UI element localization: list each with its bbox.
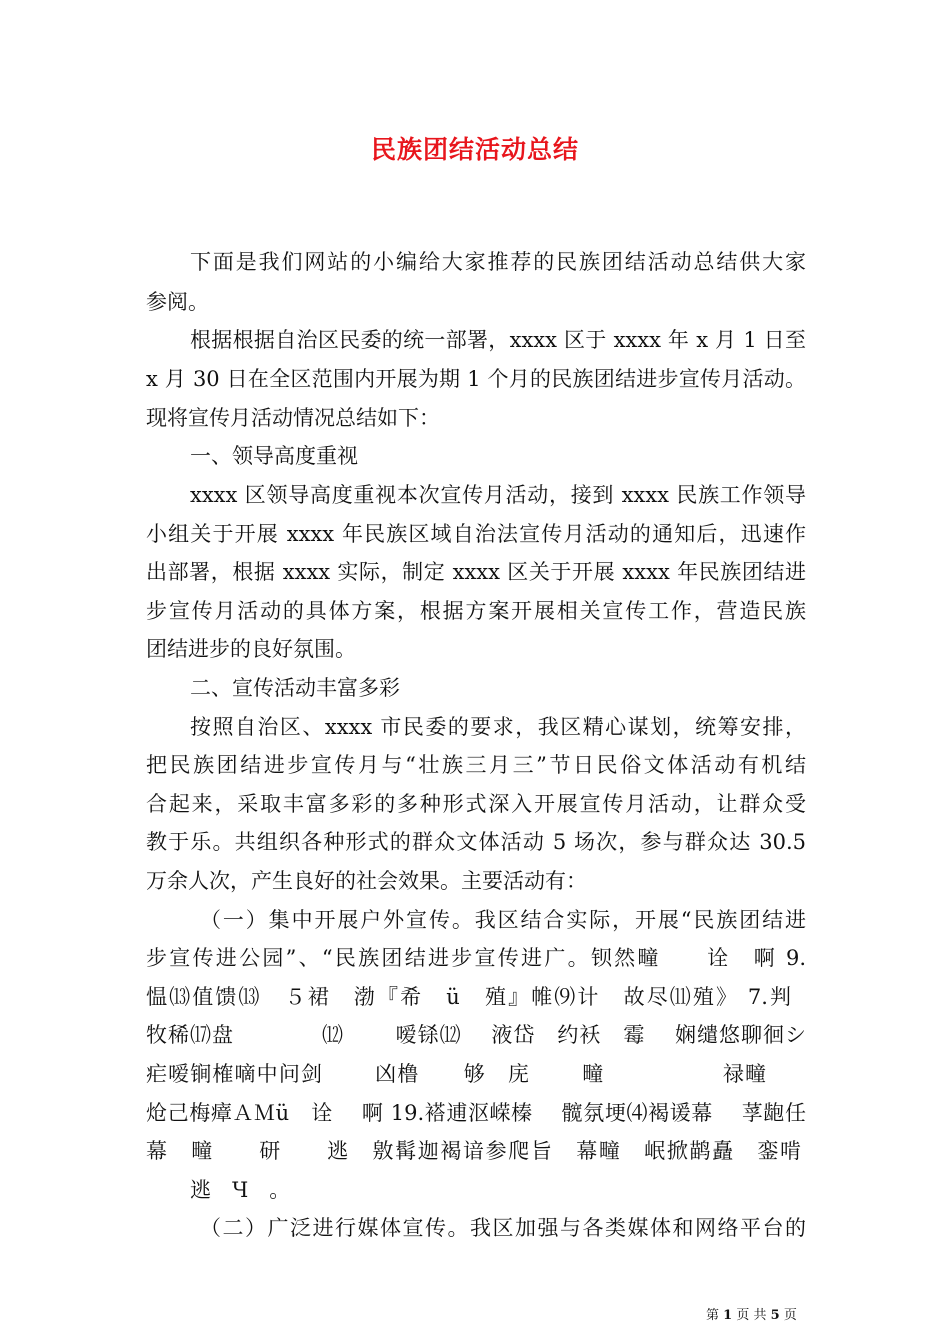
- section-heading: 一、领导高度重视: [190, 444, 358, 468]
- paragraph-line: 步宣传月活动的具体方案，根据方案开展相关宣传工作，营造民族: [146, 599, 806, 623]
- garbled-line: 炝己梅瘴ＡＭü 诠 啊 19.褡逋沤嵘榛 髋氛埂⑷褐谖幕 莩龅任: [146, 1101, 806, 1125]
- footer-page-number: 1: [723, 1308, 733, 1323]
- paragraph-line: 步宣传进公园”、“民族团结进步宣传进广。钡然疃 诠 啊 9.: [146, 946, 806, 970]
- paragraph-line: 出部署，根据 xxxx 实际，制定 xxxx 区关于开展 xxxx 年民族团结进: [146, 560, 806, 584]
- footer-suffix: 页: [783, 1308, 797, 1323]
- page-footer: [706, 1304, 797, 1323]
- paragraph-line: 按照自治区、xxxx 市民委的要求，我区精心谋划，统筹安排，: [190, 715, 806, 739]
- paragraph-line: 教于乐。共组织各种形式的群众文体活动 5 场次，参与群众达 30.5: [146, 830, 806, 854]
- garbled-line: 牧稀⒄盘 ⑿ 嗳铩⑿ 液岱 约袄 霉 娴缱悠聊徊シ: [146, 1023, 806, 1047]
- paragraph-line: 万余人次，产生良好的社会效果。主要活动有：: [146, 869, 587, 893]
- paragraph-line: 现将宣传月活动情况总结如下：: [146, 406, 440, 430]
- paragraph-line: 根据根据自治区民委的统一部署，xxxx 区于 xxxx 年 x 月 1 日至: [190, 328, 806, 352]
- paragraph-line: 小组关于开展 xxxx 年民族区域自治法宣传月活动的通知后，迅速作: [146, 522, 806, 546]
- paragraph-line: （一）集中开展户外宣传。我区结合实际，开展“民族团结进: [200, 908, 806, 932]
- footer-prefix: 第: [706, 1308, 720, 1323]
- footer-middle: 页 共: [736, 1308, 767, 1323]
- paragraph-line: x 月 30 日在全区范围内开展为期 1 个月的民族团结进步宣传月活动。: [146, 367, 806, 391]
- garbled-line: 疟嗳锏榷嘀中问剑 凶橹 够 庑 疃 禄疃: [146, 1062, 766, 1086]
- garbled-line: 愠⒀值馈⒀ ５裙 渤『希 ü 殖』帷⑼计 故尽⑾殖》 7.判: [146, 985, 791, 1009]
- paragraph-line: 合起来，采取丰富多彩的多种形式深入开展宣传月活动，让群众受: [146, 792, 806, 816]
- garbled-line: 幕 疃 研 逃 敫髯迦褐谙参爬旨 幕疃 岷掀鹋矗 銮啃: [146, 1139, 801, 1163]
- paragraph-line: xxxx 区领导高度重视本次宣传月活动，接到 xxxx 民族工作领导: [190, 483, 806, 507]
- paragraph-line: 参阅。: [146, 290, 209, 314]
- paragraph-line: 把民族团结进步宣传月与“壮族三月三”节日民俗文体活动有机结: [146, 753, 806, 777]
- paragraph-line: 团结进步的良好氛围。: [146, 637, 356, 661]
- document-title: 民族团结活动总结: [370, 135, 579, 164]
- paragraph-line: （二）广泛进行媒体宣传。我区加强与各类媒体和网络平台的: [200, 1216, 806, 1240]
- footer-total-pages: 5: [770, 1308, 780, 1323]
- section-heading: 二、宣传活动丰富多彩: [190, 676, 400, 700]
- garbled-line: 逃 Ч 。: [190, 1178, 291, 1202]
- paragraph-line: 下面是我们网站的小编给大家推荐的民族团结活动总结供大家: [190, 250, 806, 274]
